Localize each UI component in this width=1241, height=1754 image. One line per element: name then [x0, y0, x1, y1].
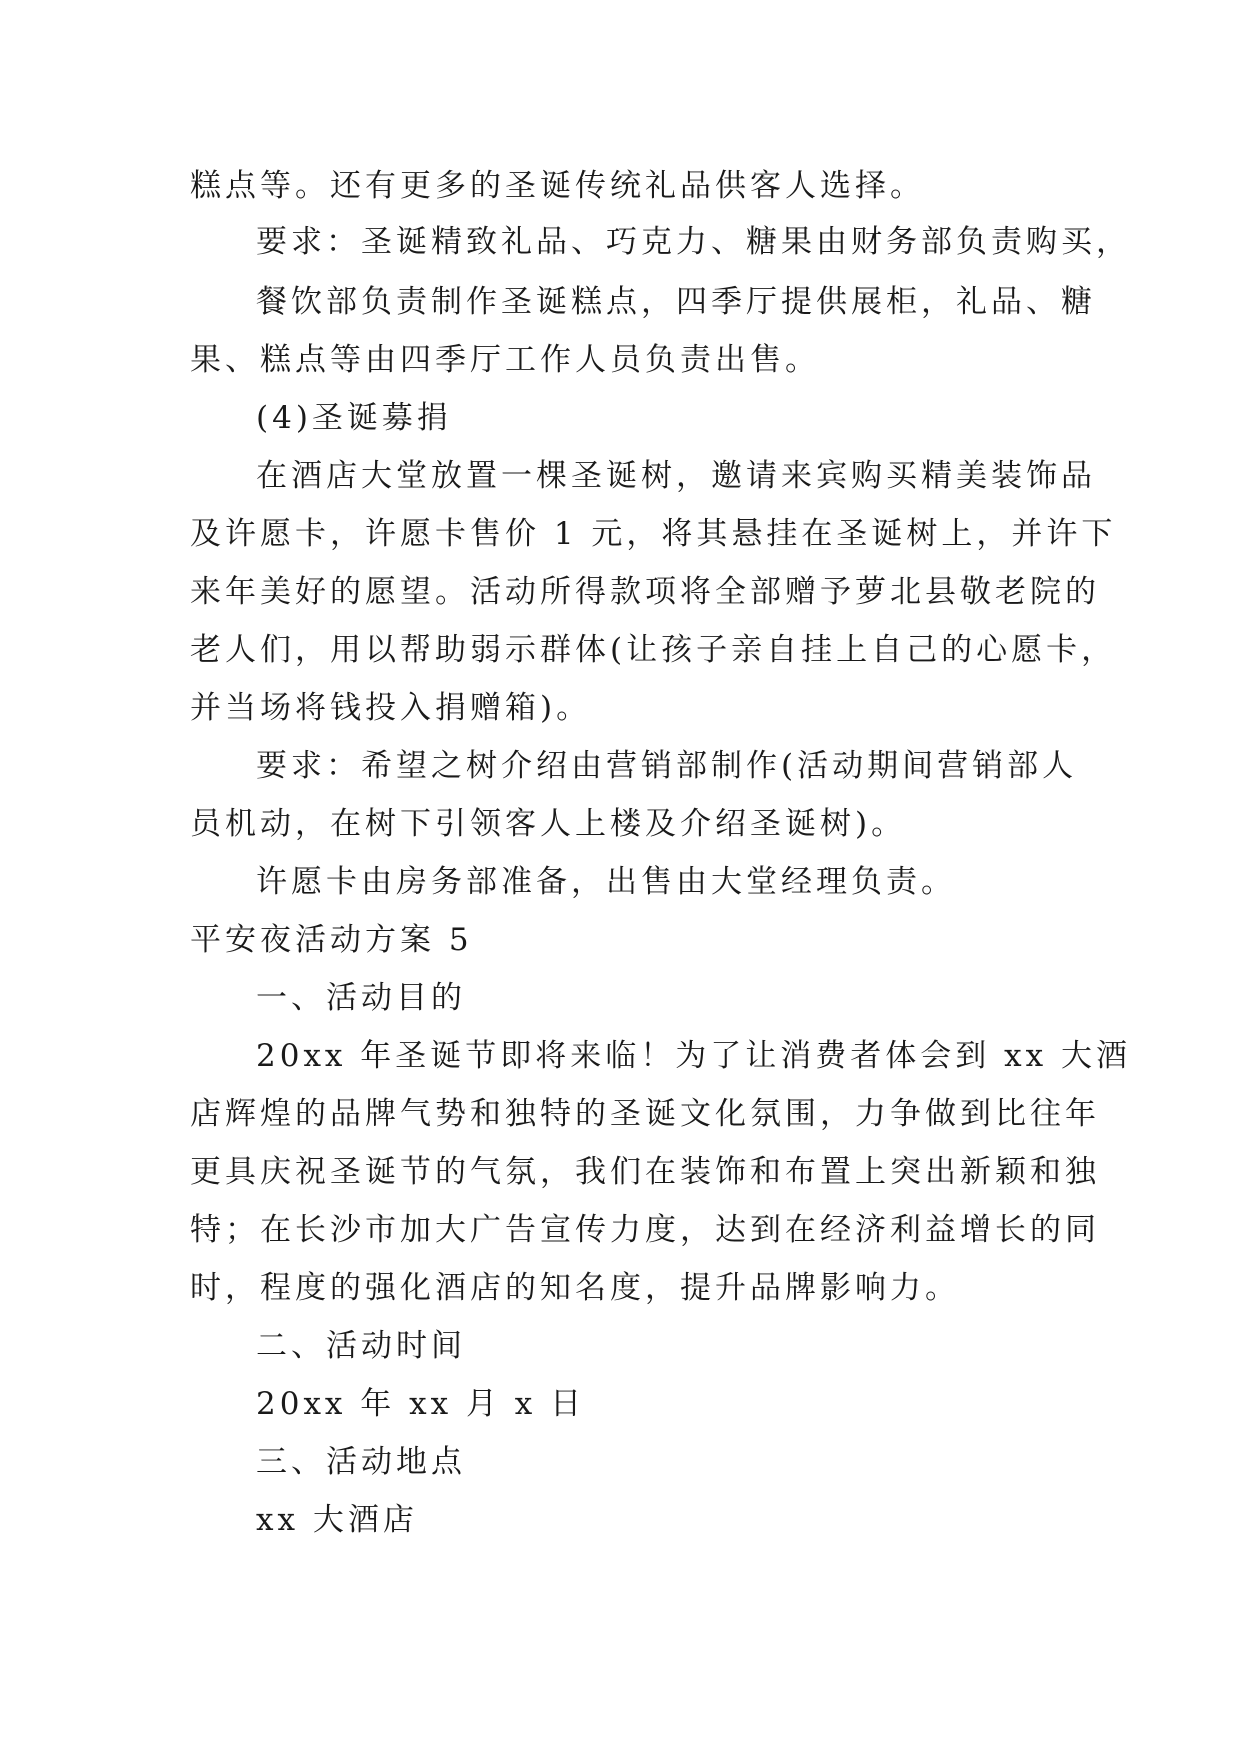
text-line: 特；在长沙市加大广告宣传力度，达到在经济利益增长的同: [190, 1212, 1100, 1248]
text-line: 员机动，在树下引领客人上楼及介绍圣诞树)。: [190, 806, 907, 842]
text-line: 来年美好的愿望。活动所得款项将全部赠予萝北县敬老院的: [190, 574, 1100, 610]
text-line: 许愿卡由房务部准备，出售由大堂经理负责。: [256, 864, 956, 900]
text-line: 时，程度的强化酒店的知名度，提升品牌影响力。: [190, 1270, 960, 1306]
document-title: 平安夜活动方案 5: [190, 922, 473, 958]
text-line: 老人们，用以帮助弱示群体(让孩子亲自挂上自己的心愿卡，: [190, 632, 1117, 668]
text-line: 及许愿卡，许愿卡售价 1 元，将其悬挂在圣诞树上，并许下: [190, 516, 1117, 552]
section-heading: 二、活动时间: [256, 1328, 466, 1364]
text-line: 更具庆祝圣诞节的气氛，我们在装饰和布置上突出新颖和独: [190, 1154, 1100, 1190]
section-heading: (4)圣诞募捐: [256, 400, 452, 436]
text-line: 糕点等。还有更多的圣诞传统礼品供客人选择。: [190, 168, 925, 204]
text-line: 要求：圣诞精致礼品、巧克力、糖果由财务部负责购买，: [256, 224, 1131, 260]
text-line: 要求：希望之树介绍由营销部制作(活动期间营销部人: [256, 748, 1078, 784]
text-line: xx 大酒店: [256, 1502, 418, 1538]
text-line: 在酒店大堂放置一棵圣诞树，邀请来宾购买精美装饰品: [256, 458, 1096, 494]
text-line: 并当场将钱投入捐赠箱)。: [190, 690, 592, 726]
text-line: 果、糕点等由四季厅工作人员负责出售。: [190, 342, 820, 378]
text-line: 餐饮部负责制作圣诞糕点，四季厅提供展柜，礼品、糖: [256, 284, 1096, 320]
text-line: 20xx 年圣诞节即将来临！为了让消费者体会到 xx 大酒: [256, 1038, 1131, 1074]
section-heading: 三、活动地点: [256, 1444, 466, 1480]
text-line: 20xx 年 xx 月 x 日: [256, 1386, 586, 1422]
section-heading: 一、活动目的: [256, 980, 466, 1016]
text-line: 店辉煌的品牌气势和独特的圣诞文化氛围，力争做到比往年: [190, 1096, 1100, 1132]
